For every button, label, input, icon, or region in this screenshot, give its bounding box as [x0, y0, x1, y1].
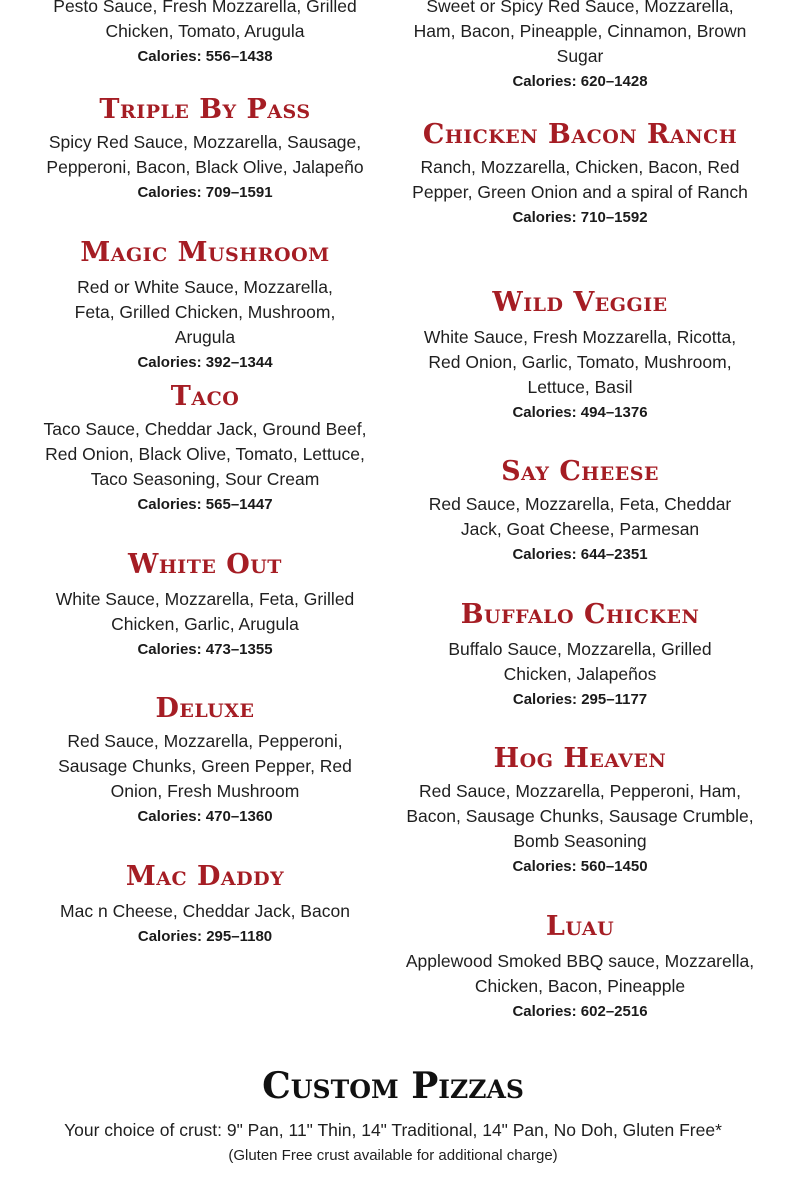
menu-item-calories: Calories: 473–1355	[137, 641, 273, 658]
menu-item-wild-veggie	[405, 287, 755, 425]
menu-item-hawaiian	[405, 0, 755, 94]
menu-item-title: Chicken Bacon Ranch	[422, 119, 738, 150]
menu-item-description: White Sauce, Fresh Mozzarella, Ricotta, Red Onion, Garlic, Tomato, Mushroom, Lettuce, Basil	[423, 327, 737, 397]
crust-options-text: Your choice of crust: 9" Pan, 11" Thin, 14" Traditional, 14" Pan, No Doh, Gluten Free*	[64, 1120, 722, 1140]
menu-item-description: Sweet or Spicy Red Sauce, Mozzarella, Ham, Bacon, Pineapple, Cinnamon, Brown Sugar	[413, 0, 747, 66]
menu-item-description: Mac n Cheese, Cheddar Jack, Bacon	[60, 901, 350, 921]
menu-item-calories: Calories: 392–1344	[137, 354, 273, 371]
menu-item-title: Luau	[545, 911, 615, 942]
menu-item-title: Say Cheese	[501, 456, 659, 487]
menu-item-magic-mushroom	[30, 237, 380, 375]
menu-item-calories: Calories: 556–1438	[137, 48, 273, 65]
menu-item-pesto-chicken	[30, 0, 380, 69]
menu-item-white-out	[30, 549, 380, 662]
menu-item-mac-daddy	[30, 861, 380, 949]
menu-item-title: Deluxe	[155, 693, 255, 724]
menu-item-calories: Calories: 644–2351	[512, 546, 648, 563]
menu-item-title: Magic Mushroom	[80, 237, 330, 268]
custom-pizzas-section	[0, 1064, 786, 1168]
menu-item-description: Ranch, Mozzarella, Chicken, Bacon, Red Pepper, Green Onion and a spiral of Ranch	[412, 157, 748, 202]
menu-item-title: White Out	[128, 549, 282, 580]
menu-item-calories: Calories: 602–2516	[512, 1003, 648, 1020]
menu-item-calories: Calories: 295–1177	[512, 691, 648, 708]
section-title: Custom Pizzas	[262, 1065, 524, 1107]
menu-item-calories: Calories: 470–1360	[137, 808, 273, 825]
menu-item-taco	[30, 381, 380, 517]
menu-item-calories: Calories: 565–1447	[137, 496, 273, 513]
menu-item-calories: Calories: 710–1592	[512, 209, 648, 226]
menu-item-description: White Sauce, Mozzarella, Feta, Grilled Chicken, Garlic, Arugula	[55, 589, 355, 634]
menu-item-chicken-bacon-ranch	[405, 119, 755, 230]
menu-item-title: Wild Veggie	[492, 287, 668, 318]
menu-item-hog-heaven	[405, 743, 755, 879]
menu-item-luau	[405, 911, 755, 1024]
menu-item-description: Red or White Sauce, Mozzarella, Feta, Grilled Chicken, Mushroom, Arugula	[74, 277, 336, 347]
menu-item-title: Hog Heaven	[493, 743, 667, 774]
menu-item-title: Mac Daddy	[125, 861, 285, 892]
menu-item-description: Buffalo Sauce, Mozzarella, Grilled Chicken, Jalapeños	[448, 639, 712, 684]
menu-item-say-cheese	[405, 456, 755, 567]
gluten-free-note: (Gluten Free crust available for additional charge)	[228, 1147, 558, 1164]
menu-item-calories: Calories: 620–1428	[512, 73, 648, 90]
menu-item-description: Pesto Sauce, Fresh Mozzarella, Grilled Chicken, Tomato, Arugula	[53, 0, 357, 41]
menu-item-description: Red Sauce, Mozzarella, Pepperoni, Ham, Bacon, Sausage Chunks, Sausage Crumble, Bomb Seasoning	[406, 781, 754, 851]
menu-item-calories: Calories: 560–1450	[512, 858, 648, 875]
menu-item-calories: Calories: 709–1591	[137, 184, 273, 201]
menu-item-calories: Calories: 494–1376	[512, 404, 648, 421]
menu-item-description: Red Sauce, Mozzarella, Feta, Cheddar Jack, Goat Cheese, Parmesan	[428, 494, 732, 539]
menu-item-deluxe	[30, 693, 380, 829]
menu-item-triple-by-pass	[30, 94, 380, 205]
menu-item-description: Spicy Red Sauce, Mozzarella, Sausage, Pepperoni, Bacon, Black Olive, Jalapeño	[46, 132, 364, 177]
menu-item-buffalo-chicken	[405, 599, 755, 712]
menu-item-description: Taco Sauce, Cheddar Jack, Ground Beef, Red Onion, Black Olive, Tomato, Lettuce, Taco Seasoning, Sour Cream	[43, 419, 367, 489]
menu-item-title: Triple By Pass	[99, 94, 311, 125]
menu-item-calories: Calories: 295–1180	[137, 928, 273, 945]
menu-item-description: Red Sauce, Mozzarella, Pepperoni, Sausage Chunks, Green Pepper, Red Onion, Fresh Mushroom	[58, 731, 352, 801]
menu-item-description: Applewood Smoked BBQ sauce, Mozzarella, Chicken, Bacon, Pineapple	[405, 951, 755, 996]
menu-item-title: Buffalo Chicken	[460, 599, 700, 630]
menu-item-title: Taco	[170, 381, 240, 412]
